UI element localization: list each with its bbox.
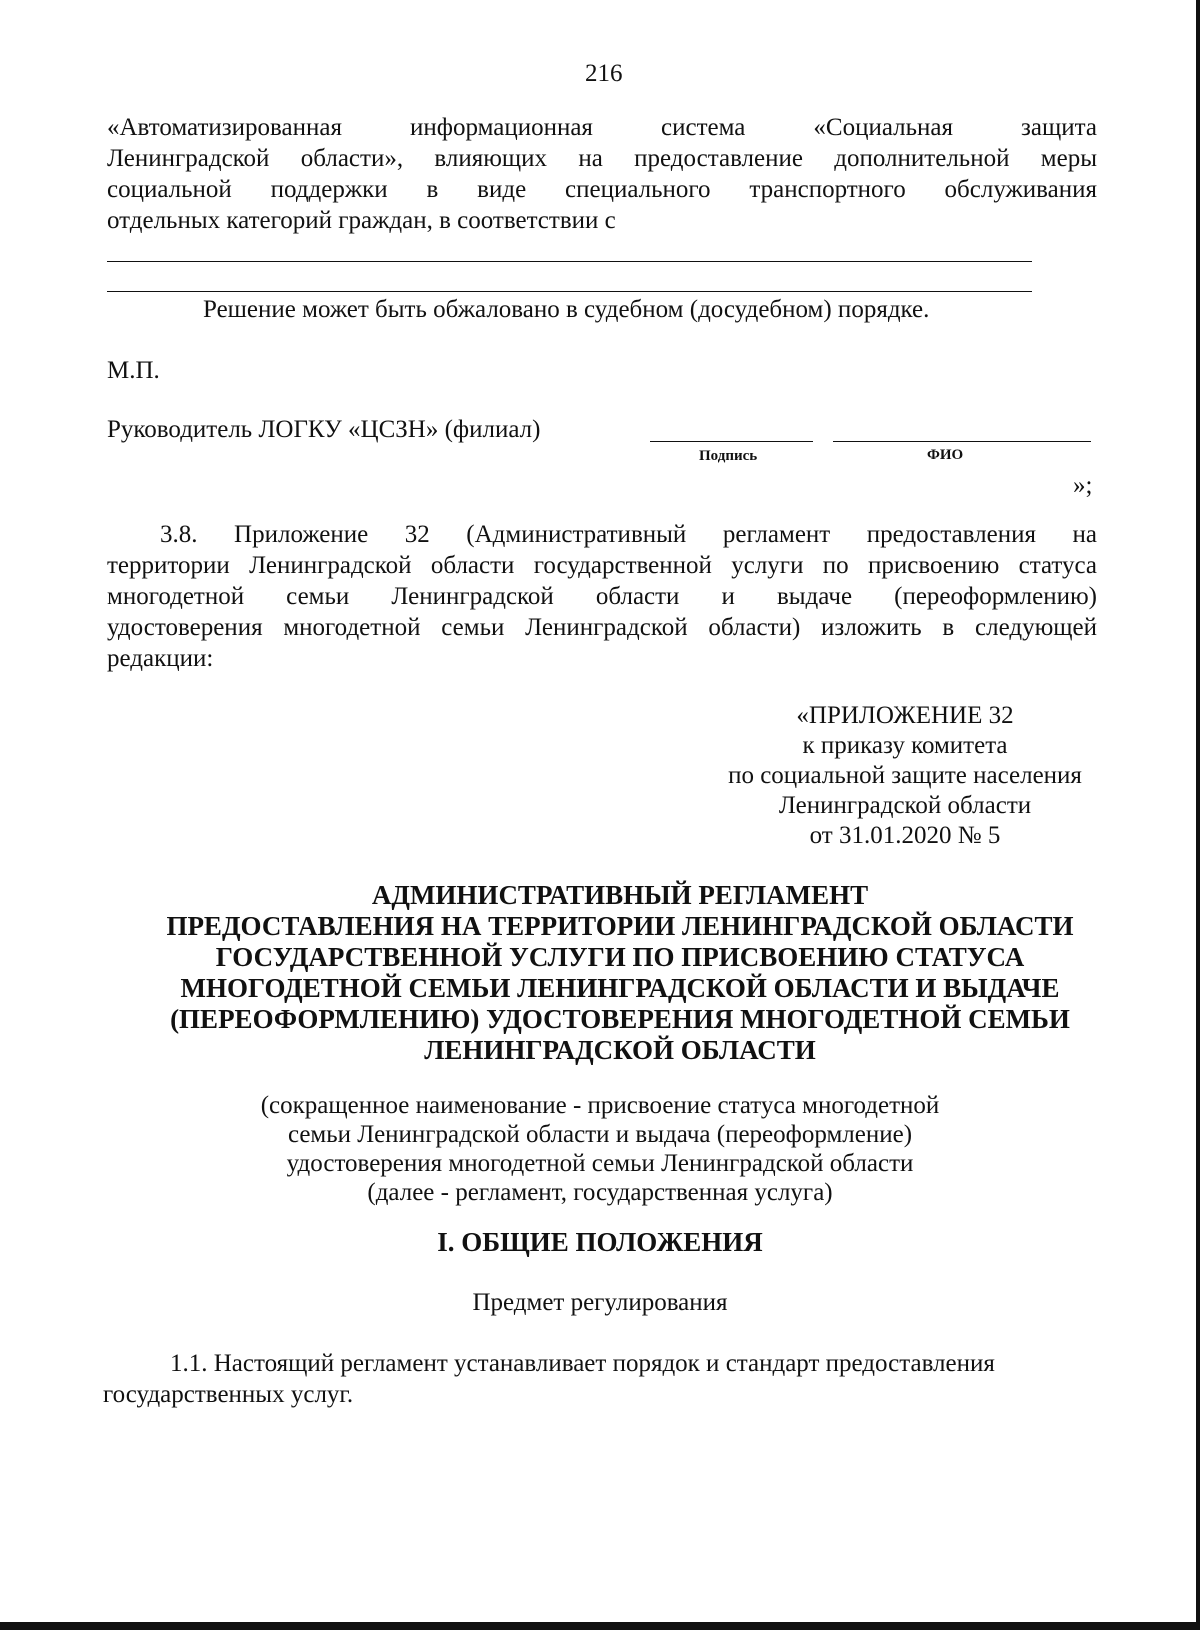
title-line-4: МНОГОДЕТНОЙ СЕМЬИ ЛЕНИНГРАДСКОЙ ОБЛАСТИ И ВЫДАЧЕ [180,973,1060,1003]
name-caption: ФИО [927,447,964,463]
title-line-3: ГОСУДАРСТВЕННОЙ УСЛУГИ ПО ПРИСВОЕНИЮ СТАТУСА [215,942,1025,972]
appendix-line-4: Ленинградской области [778,792,1032,819]
regulation-title [100,880,1140,1066]
intro-line-2: Ленинградской области», влияющих на предоставление дополнительной меры [107,145,1097,172]
section-heading: I. ОБЩИЕ ПОЛОЖЕНИЯ [437,1227,763,1257]
para-3-8-line-1: 3.8. Приложение 32 (Административный регламент предоставления на [160,521,1097,548]
para-1-1-line-1: 1.1. Настоящий регламент устанавливает порядок и стандарт предоставления [170,1350,995,1377]
title-line-6: ЛЕНИНГРАДСКОЙ ОБЛАСТИ [424,1035,816,1065]
intro-line-4: отдельных категорий граждан, в соответствии с [107,207,616,234]
title-line-5: (ПЕРЕОФОРМЛЕНИЮ) УДОСТОВЕРЕНИЯ МНОГОДЕТНОЙ СЕМЬИ [170,1004,1070,1034]
appendix-line-1: «ПРИЛОЖЕНИЕ 32 [796,702,1014,729]
appeal-text: Решение может быть обжаловано в судебном (досудебном) порядке. [203,296,930,323]
name-line [833,441,1091,442]
para-3-8-line-5: редакции: [107,645,214,672]
signature-caption: Подпись [699,448,758,464]
signature-line [650,441,813,442]
appendix-line-3: по социальной защите населения [728,762,1082,789]
para-1-1-line-2: государственных услуг. [103,1381,354,1408]
intro-line-3: социальной поддержки в виде специального транспортного обслуживания [107,176,1097,203]
para-3-8-line-2: территории Ленинградской области государственной услуги по присвоению статуса [107,552,1097,579]
short-name-line-4: (далее - регламент, государственная услуга) [367,1179,833,1206]
short-name-line-1: (сокращенное наименование - присвоение статуса многодетной [260,1092,940,1119]
subject-heading: Предмет регулирования [472,1289,728,1316]
title-line-1: АДМИНИСТРАТИВНЫЙ РЕГЛАМЕНТ [371,880,869,910]
fill-line-2 [107,291,1032,292]
scan-edge-right [1196,0,1200,1630]
seal-label: М.П. [107,357,160,384]
para-3-8-line-4: удостоверения многодетной семьи Ленинградской области) изложить в следующей [107,614,1097,641]
fill-line-1 [107,261,1032,262]
title-line-2: ПРЕДОСТАВЛЕНИЯ НА ТЕРРИТОРИИ ЛЕНИНГРАДСКОЙ ОБЛАСТИ [166,911,1074,941]
para-3-8-line-3: многодетной семьи Ленинградской области и выдаче (переоформлению) [107,583,1097,610]
page-number: 216 [585,60,623,87]
appendix-line-5: от 31.01.2020 № 5 [809,822,1001,849]
intro-line-1: «Автоматизированная информационная система «Социальная защита [107,114,1097,141]
short-name-line-2: семьи Ленинградской области и выдача (переоформление) [287,1121,913,1148]
short-name-block [100,1091,1100,1207]
short-name-line-3: удостоверения многодетной семьи Ленинградской области [286,1150,914,1177]
appendix-header [695,701,1115,851]
head-title: Руководитель ЛОГКУ «ЦСЗН» (филиал) [107,416,541,443]
scan-edge-bottom [0,1622,1200,1630]
closing-quote: »; [1073,472,1093,499]
appendix-line-2: к приказу комитета [802,732,1008,759]
